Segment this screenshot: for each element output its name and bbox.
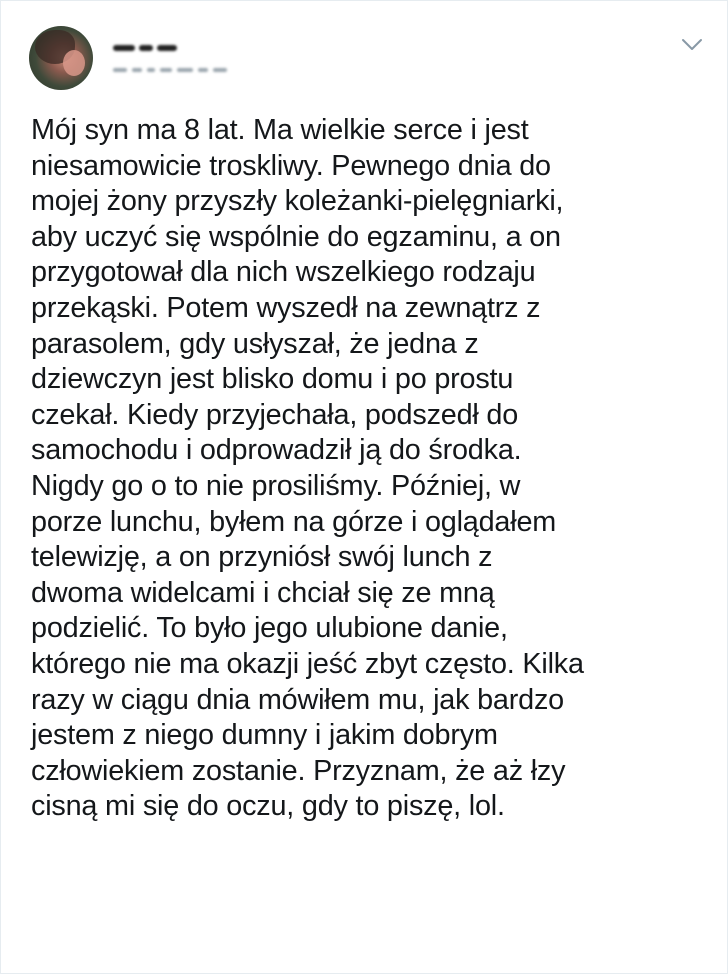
tweet-text: Mój syn ma 8 lat. Ma wielkie serce i jest niesamowicie troskliwy. Pewnego dnia do mojej żony przyszły koleżanki-pielęgniarki, aby uczyć się wspólnie do egzaminu, a on przygotował dla nich wszelkiego rodzaju przekąski. Potem wyszedł na zewnątrz z parasolem, gdy usłyszał, że jedna z dziewczyn jest blisko domu i po prostu czekał. Kiedy przyjechała, podszedł do samochodu i odprowadził ją do środka. Nigdy go o to nie prosiliśmy. Później, w porze lunchu, byłem na górze i oglądałem telewizję, a on przyniósł swój lunch z dwoma widelcami i chciał się ze mną podzielić. To było jego ulubione danie, którego nie ma okazji jeść zbyt często. Kilka razy w ciągu dnia mówiłem mu, jak bardzo jestem z niego dumny i jakim dobrym człowiekiem zostanie. Przyznam, że aż łzy cisną mi się do oczu, gdy to piszę, lol.: [31, 114, 584, 823]
user-avatar[interactable]: [29, 26, 93, 90]
author-name-blurred[interactable]: [113, 39, 203, 51]
chevron-down-icon[interactable]: [681, 37, 703, 53]
author-handle-blurred: [113, 61, 253, 71]
avatar-face-shape: [63, 50, 85, 76]
